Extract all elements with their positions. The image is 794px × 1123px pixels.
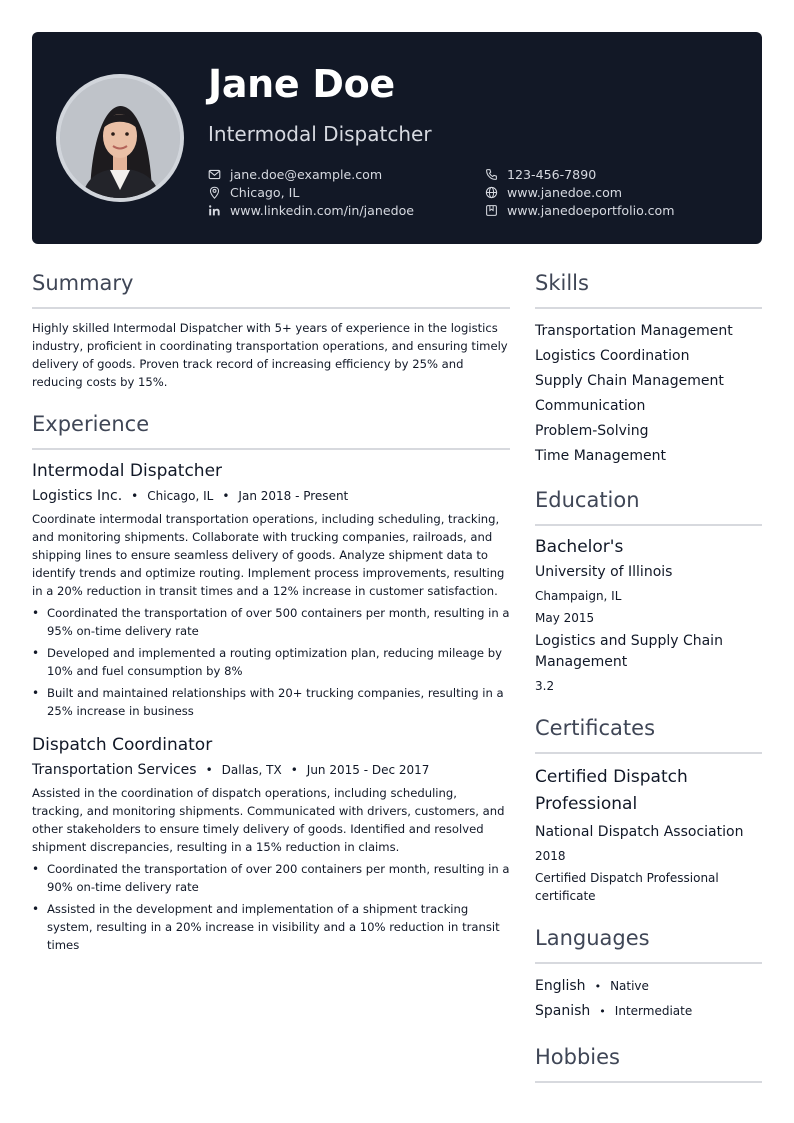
main-column — [32, 268, 510, 958]
job-location: Dallas, TX — [221, 763, 282, 777]
job-title: Dispatch Coordinator — [32, 735, 213, 755]
location-text: Chicago, IL — [230, 184, 300, 200]
language-level: Native — [610, 979, 649, 993]
education-school: University of Illinois — [535, 564, 673, 580]
job-meta — [32, 760, 510, 780]
job-meta — [32, 486, 510, 506]
certificates-heading: Certificates — [535, 713, 762, 754]
summary-text: Highly skilled Intermodal Dispatcher with 5+ years of experience in the logistics industry, proficient in coordinating transportation operations, and ensuring timely delivery of goods. Proven track record of increasing efficiency by 25% and reducing costs by 15%. — [32, 321, 508, 389]
website-text: www.janedoe.com — [507, 184, 623, 200]
contact-website[interactable] — [485, 183, 622, 201]
job-description: Coordinate intermodal transportation operations, including scheduling, tracking, and monitoring shipments. Collaborate with trucking companies, railroads, and shipping lines to ensure seamless delivery of goods. Analyze shipment data to identify trends and optimize routing. Implement process improvements, resulting in a 20% reduction in transit times and a 12% increase in customer satisfaction. — [32, 512, 505, 598]
skill-item: Problem-Solving — [535, 423, 649, 439]
education-date: May 2015 — [535, 611, 595, 625]
email-text: jane.doe@example.com — [230, 166, 383, 182]
job-dates: Jan 2018 - Present — [238, 489, 349, 503]
phone-icon — [485, 168, 498, 181]
separator-dot: • — [290, 763, 298, 777]
job-bullets — [32, 860, 510, 954]
portfolio-text: www.janedoeportfolio.com — [507, 202, 675, 218]
job-location: Chicago, IL — [147, 489, 214, 503]
job-entry — [32, 734, 510, 954]
certificate-entry — [535, 764, 762, 905]
separator-dot: • — [205, 763, 213, 777]
job-entry — [32, 460, 510, 720]
experience-heading: Experience — [32, 409, 510, 450]
side-column — [535, 268, 762, 1093]
language-level: Intermediate — [614, 1004, 693, 1018]
separator-dot: • — [599, 1005, 606, 1018]
job-company: Transportation Services — [32, 762, 197, 778]
job-bullet: • Developed and implemented a routing optimization plan, reducing mileage by 10% and fuel consumption by 8% — [32, 644, 510, 680]
languages-heading: Languages — [535, 923, 762, 964]
mail-icon — [208, 168, 221, 181]
certificate-description: Certified Dispatch Professional certificate — [535, 871, 719, 903]
language-name: Spanish — [535, 1003, 591, 1019]
languages-list — [535, 974, 762, 1024]
skill-item: Communication — [535, 398, 646, 414]
job-bullet: • Coordinated the transportation of over 500 containers per month, resulting in a 95% on-time delivery rate — [32, 604, 510, 640]
skill-item: Logistics Coordination — [535, 348, 690, 364]
certificate-year: 2018 — [535, 849, 566, 863]
skill-item: Supply Chain Management — [535, 373, 724, 389]
education-heading: Education — [535, 485, 762, 526]
linkedin-icon — [208, 204, 221, 217]
education-entry — [535, 536, 762, 695]
contact-portfolio[interactable] — [485, 201, 674, 219]
job-bullet: • Built and maintained relationships with 20+ trucking companies, resulting in a 25% increase in business — [32, 684, 510, 720]
certificate-issuer: National Dispatch Association — [535, 824, 744, 840]
skills-list — [535, 319, 762, 469]
job-company: Logistics Inc. — [32, 488, 123, 504]
job-bullet: • Coordinated the transportation of over 200 containers per month, resulting in a 90% on-time delivery rate — [32, 860, 510, 896]
separator-dot: • — [222, 489, 230, 503]
education-field: Logistics and Supply Chain Management — [535, 633, 723, 670]
skill-item: Time Management — [535, 448, 666, 464]
education-gpa: 3.2 — [535, 679, 555, 693]
contact-email[interactable] — [208, 165, 382, 183]
profile-photo — [60, 78, 180, 198]
job-description: Assisted in the coordination of dispatch operations, including scheduling, tracking, and monitoring shipments. Communicated with drivers, customers, and other stakeholders to ensure timely delivery of goods. Identified and resolved shipment discrepancies, resulting in a 15% reduction in claims. — [32, 786, 505, 854]
education-degree: Bachelor's — [535, 537, 624, 557]
language-item — [535, 999, 762, 1024]
separator-dot: • — [131, 489, 139, 503]
globe-icon — [485, 186, 498, 199]
avatar-ring — [56, 74, 184, 202]
job-title: Intermodal Dispatcher — [32, 461, 223, 481]
header-banner — [32, 32, 762, 244]
summary-heading: Summary — [32, 268, 510, 309]
language-name: English — [535, 978, 586, 994]
language-item — [535, 974, 762, 999]
job-bullet: • Assisted in the development and implementation of a shipment tracking system, resulting in a 20% increase in visibility and a 10% reduction in transit times — [32, 900, 510, 954]
job-dates: Jun 2015 - Dec 2017 — [306, 763, 430, 777]
phone-text: 123-456-7890 — [507, 166, 597, 182]
contact-linkedin[interactable] — [208, 201, 414, 219]
portfolio-icon — [485, 204, 498, 217]
certificate-title: Certified Dispatch Professional — [535, 767, 688, 814]
location-pin-icon — [208, 186, 221, 199]
linkedin-text: www.linkedin.com/in/janedoe — [230, 202, 415, 218]
education-location: Champaign, IL — [535, 589, 622, 603]
contact-location — [208, 183, 299, 201]
job-bullets — [32, 604, 510, 720]
candidate-name: Jane Doe — [208, 62, 395, 106]
skills-heading: Skills — [535, 268, 762, 309]
hobbies-heading: Hobbies — [535, 1042, 762, 1083]
contact-phone[interactable] — [485, 165, 596, 183]
separator-dot: • — [594, 980, 602, 993]
candidate-title: Intermodal Dispatcher — [208, 122, 432, 146]
avatar — [60, 78, 180, 198]
skill-item: Transportation Management — [535, 323, 733, 339]
